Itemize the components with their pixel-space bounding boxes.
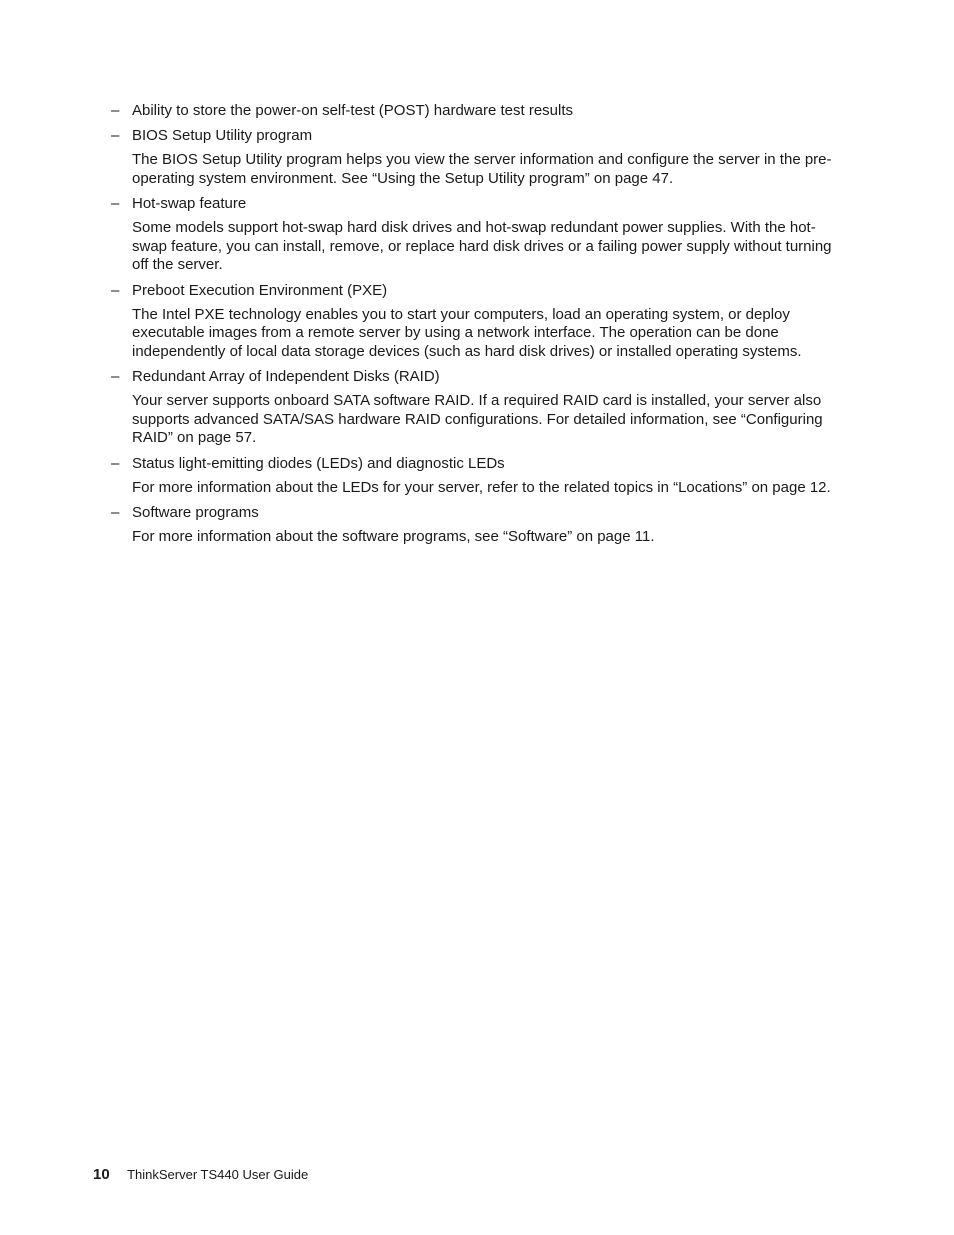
feature-list — [111, 101, 836, 553]
list-item — [111, 367, 836, 448]
item-description: For more information about the LEDs for your server, refer to the related topics in “Locations” on page 12. — [132, 478, 831, 496]
item-description: The Intel PXE technology enables you to start your computers, load an operating system, or deploy executable images from a remote server by using a network interface. The operation can be done independently of local data storage devices (such as hard disk drives) or installed operating systems. — [132, 305, 802, 360]
bullet-dash: – — [111, 454, 120, 472]
list-item — [111, 454, 836, 498]
bullet-dash: – — [111, 504, 120, 521]
item-title: Software programs — [132, 504, 259, 521]
document-title: ThinkServer TS440 User Guide — [127, 1167, 309, 1182]
item-title: Ability to store the power-on self-test (POST) hardware test results — [132, 102, 573, 119]
item-title: Redundant Array of Independent Disks (RAID) — [132, 368, 440, 385]
item-title: Preboot Execution Environment (PXE) — [132, 281, 388, 299]
item-title: BIOS Setup Utility program — [132, 127, 313, 144]
item-description: Some models support hot-swap hard disk drives and hot-swap redundant power supplies. With the hot-swap feature, you can install, remove, or replace hard disk drives or a failing power supply without turning off the server. — [132, 219, 832, 273]
bullet-dash: – — [111, 368, 120, 385]
item-description: The BIOS Setup Utility program helps you view the server information and configure the server in the pre-operating system environment. See “Using the Setup Utility program” on page 47. — [132, 151, 832, 187]
page-footer — [93, 1165, 308, 1185]
bullet-dash: – — [111, 127, 120, 144]
list-item — [111, 194, 836, 275]
bullet-dash: – — [111, 102, 120, 119]
list-item — [111, 281, 836, 362]
item-description: Your server supports onboard SATA software RAID. If a required RAID card is installed, your server also supports advanced SATA/SAS hardware RAID configurations. For detailed information, see “Configuring RAID” on page 57. — [132, 392, 823, 446]
item-title: Status light-emitting diodes (LEDs) and diagnostic LEDs — [132, 454, 505, 472]
list-item — [111, 101, 836, 120]
list-item — [111, 503, 836, 547]
item-description: For more information about the software programs, see “Software” on page 11. — [132, 528, 655, 545]
bullet-dash: – — [111, 281, 120, 299]
bullet-dash: – — [111, 195, 120, 212]
item-title: Hot-swap feature — [132, 195, 247, 212]
page-number: 10 — [93, 1166, 110, 1183]
list-item — [111, 126, 836, 188]
